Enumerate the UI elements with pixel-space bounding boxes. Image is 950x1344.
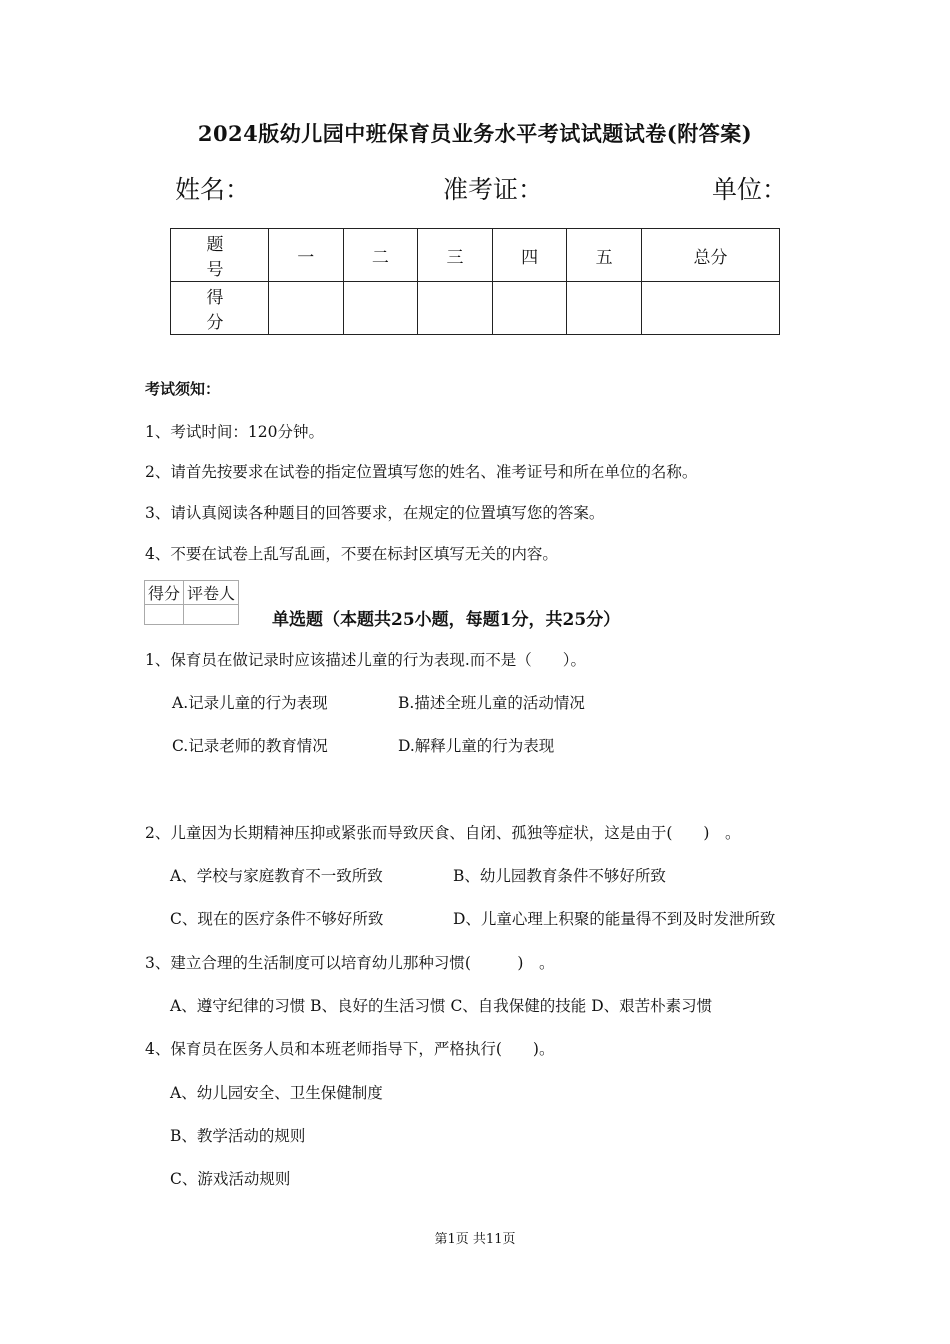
q3-stem: 3、建立合理的生活制度可以培育幼儿那种习惯( ) 。: [145, 954, 555, 972]
score-cell-4[interactable]: [492, 282, 567, 335]
score-cell-1[interactable]: [269, 282, 344, 335]
q2-option-b: B、幼儿园教育条件不够好所致: [453, 867, 666, 885]
q2-option-a: A、学校与家庭教育不一致所致: [170, 867, 383, 885]
score-col-2: 二: [343, 229, 418, 282]
score-col-1: 一: [269, 229, 344, 282]
notice-item-4: 4、不要在试卷上乱写乱画，不要在标封区填写无关的内容。: [145, 545, 558, 563]
name-field-label: 姓名：: [175, 175, 251, 204]
score-col-3: 三: [418, 229, 493, 282]
q3-options: A、遵守纪律的习惯 B、良好的生活习惯 C、自我保健的技能 D、艰苦朴素习惯: [170, 997, 713, 1015]
q1-stem: 1、保育员在做记录时应该描述儿童的行为表现.而不是（ ）。: [145, 651, 587, 669]
notice-item-2: 2、请首先按要求在试卷的指定位置填写您的姓名、准考证号和所在单位的名称。: [145, 463, 698, 481]
q1-option-d: D.解释儿童的行为表现: [398, 737, 555, 755]
document-title: 2024版幼儿园中班保育员业务水平考试试题试卷(附答案): [197, 121, 753, 146]
q2-option-d: D、儿童心理上积聚的能量得不到及时发泄所致: [453, 910, 776, 928]
notice-heading: 考试须知：: [145, 380, 221, 398]
grader-name-cell[interactable]: [184, 605, 239, 625]
q2-option-c: C、现在的医疗条件不够好所致: [170, 910, 384, 928]
score-col-4: 四: [492, 229, 567, 282]
score-col-5: 五: [567, 229, 642, 282]
score-table-score-row: [171, 282, 780, 335]
grader-name-label: 评卷人: [184, 581, 239, 605]
question-number-label: 题 号: [171, 229, 269, 282]
score-table-header-row: [171, 229, 780, 282]
score-cell-5[interactable]: [567, 282, 642, 335]
grader-score-label: 得分: [145, 581, 184, 605]
q4-option-b: B、教学活动的规则: [170, 1127, 306, 1145]
score-cell-total[interactable]: [641, 282, 779, 335]
q4-option-a: A、幼儿园安全、卫生保健制度: [170, 1084, 383, 1102]
score-table: [170, 228, 780, 335]
notice-item-3: 3、请认真阅读各种题目的回答要求，在规定的位置填写您的答案。: [145, 504, 605, 522]
score-col-total: 总分: [641, 229, 779, 282]
q4-option-c: C、游戏活动规则: [170, 1170, 291, 1188]
q1-option-b: B.描述全班儿童的活动情况: [398, 694, 585, 712]
q1-option-a: A.记录儿童的行为表现: [172, 694, 328, 712]
q2-stem: 2、儿童因为长期精神压抑或紧张而导致厌食、自闭、孤独等症状，这是由于( ) 。: [145, 824, 741, 842]
section-title: 单选题（本题共25小题，每题1分，共25分）: [272, 610, 621, 630]
unit-field-label: 单位：: [712, 175, 788, 204]
q4-stem: 4、保育员在医务人员和本班老师指导下，严格执行( )。: [145, 1040, 555, 1058]
score-cell-3[interactable]: [418, 282, 493, 335]
grader-box: [144, 580, 239, 625]
grader-score-cell[interactable]: [145, 605, 184, 625]
notice-item-1: 1、考试时间：120分钟。: [145, 423, 324, 441]
score-cell-2[interactable]: [343, 282, 418, 335]
exam-id-field-label: 准考证：: [443, 175, 544, 204]
q1-option-c: C.记录老师的教育情况: [172, 737, 328, 755]
score-row-label: 得 分: [171, 282, 269, 335]
page-footer: 第1页 共11页: [434, 1232, 516, 1247]
